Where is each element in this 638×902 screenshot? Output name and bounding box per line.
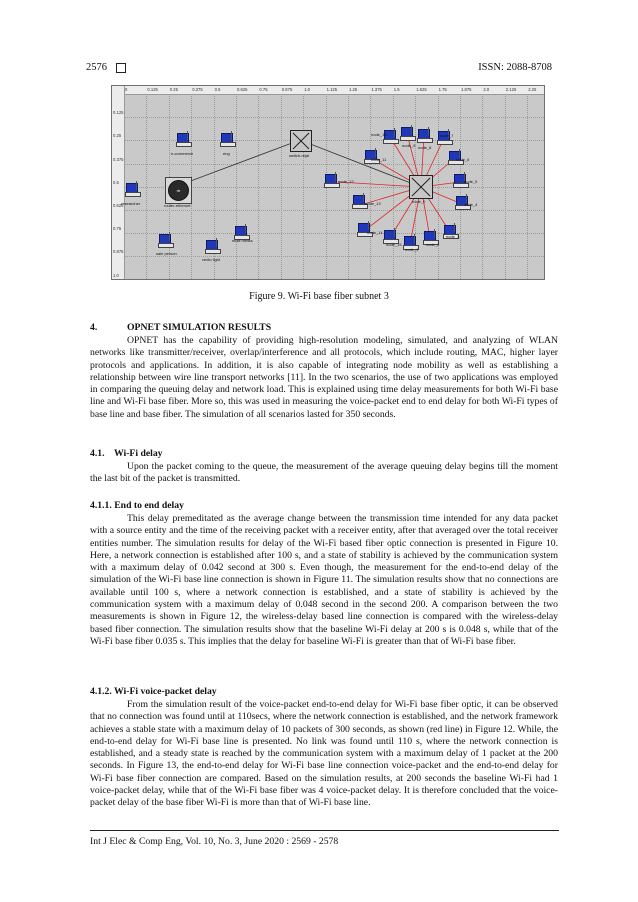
x-tick-label: 0.375 bbox=[192, 87, 203, 92]
node-9-label: node_9 bbox=[402, 143, 416, 148]
node-8-label: node_8 bbox=[418, 145, 432, 150]
y-tick-label: 0.375 bbox=[113, 156, 124, 162]
researcher-label: researcher bbox=[121, 201, 141, 206]
section-4-number: 4. bbox=[90, 322, 98, 333]
y-tick-label: 0.875 bbox=[113, 249, 124, 255]
node-13-label: node_13 bbox=[365, 201, 381, 206]
x-tick-label: 1.0 bbox=[304, 87, 311, 92]
checkbox-glyph-icon bbox=[116, 63, 126, 73]
ecommerce-label: e-commerce bbox=[171, 151, 194, 156]
video-light-node-icon[interactable] bbox=[205, 238, 221, 256]
x-tick-label: 0.75 bbox=[259, 87, 268, 92]
x-tick-label: 0.25 bbox=[169, 87, 178, 92]
x-tick-label: 0.125 bbox=[147, 87, 158, 92]
x-tick-label: 2.0 bbox=[483, 87, 490, 92]
page-header bbox=[72, 62, 566, 76]
x-tick-label: 0.5 bbox=[214, 87, 221, 92]
sale-person-label: sale person bbox=[156, 251, 177, 256]
y-tick-label: 0.75 bbox=[113, 226, 122, 232]
section-4-1-1-paragraph: This delay premeditated as the average change between the transmission time intended for any data packet with a source entity and the time of the receiving packet with a receiver entity, after that averaged over the total receiver entities number. The simulation results for delay of the Wi-Fi based fiber optic connection is presented in Figure 10. Here, a network connection is established after 100 s, and a state of stability is achieved by the communication system with a maximum delay of 0.042 second at 300 s. Even though, the measurement for the end-to-end delay of the simulation of the Wi-Fi base line connection is shown in Figure 11. The simulation results show that no connections are available until 100 s, where a network connection is established, and a state of stability is achieved by the communication system with a maximum delay of 0.048 second in the second 200. A comparison between the two measurements is shown in Figure 12, the wireless-delay based line connection is compared with the wireless-delay based fiber connection. The simulation results show that the baseline Wi-Fi delay at 200 s is 0.048 s, while that of the Wi-Fi base fiber 0.035 s. This implies that the delay for baseline Wi-Fi is greater than that of Wi-Fi base fiber. bbox=[90, 513, 558, 647]
section-4-1-1-heading: 4.1.1. End to end delay bbox=[90, 500, 184, 511]
sale-person-node-icon[interactable] bbox=[158, 232, 174, 250]
section-4-body bbox=[90, 335, 558, 421]
x-tick-label: 0.625 bbox=[237, 87, 248, 92]
figure-caption: Figure 9. Wi-Fi base fiber subnet 3 bbox=[249, 291, 389, 302]
section-4-1-2-paragraph: From the simulation result of the voice-packet end-to-end delay for Wi-Fi base fiber optic, it can be observed that no connection was found until at 110secs, where the network connection is established, and the network framework achieves a stable state with a maximum delay of 10 packets of 300 seconds, as shown (red line) in Figure 12. While, the end-to-end delay for Wi-Fi base line is presented. No link was found until 110 s, where the network connection is established, and a steady state is reached by the communication system with a maximum delay of 1 packet at the 200 seconds. In Figure 13, the end-to-end delay for Wi-Fi base line connection voice-packet and the end-to-end delay for Wi-Fi base fiber connection are compared. Based on the simulation results, at 200 seconds the baseline Wi-Fi had 1 voice-packet delay, while that of the Wi-Fi base fiber was 4 voice-packet delay. It is therefore concluded that the voice-packet delay of the base fiber Wi-Fi is more than that of Wi-Fi base line. bbox=[90, 699, 558, 809]
section-4-1-2-heading: 4.1.2. Wi-Fi voice-packet delay bbox=[90, 686, 217, 697]
y-tick-label: 0.125 bbox=[113, 110, 124, 116]
page-number: 2576 bbox=[86, 62, 107, 73]
node-6-label: node_6 bbox=[456, 157, 470, 162]
node-8-icon[interactable] bbox=[417, 127, 433, 145]
footer-citation: Int J Elec & Comp Eng, Vol. 10, No. 3, June 2020 : 2569 - 2578 bbox=[90, 836, 339, 847]
node-7-label: node_7 bbox=[440, 133, 454, 138]
node-5-label: node_5 bbox=[464, 179, 478, 184]
x-tick-label: 2.25 bbox=[528, 87, 537, 92]
node-12-label: node_12 bbox=[338, 179, 354, 184]
x-tick-label: 1.625 bbox=[416, 87, 427, 92]
footer-rule bbox=[90, 830, 559, 831]
ecommerce-node-icon[interactable] bbox=[176, 131, 192, 149]
x-tick-label: 1.25 bbox=[349, 87, 358, 92]
hub-label: node_0 bbox=[412, 199, 426, 204]
switch-label: switch-rejal bbox=[289, 153, 310, 158]
section-4-1-body bbox=[90, 461, 558, 486]
node-7-icon[interactable] bbox=[437, 129, 453, 147]
section-4-1-heading bbox=[90, 448, 558, 459]
section-4-1-title: Wi-Fi delay bbox=[114, 448, 163, 459]
hub-switch-icon[interactable] bbox=[409, 175, 433, 199]
x-tick-label: 1.125 bbox=[326, 87, 338, 92]
eng-node-icon[interactable] bbox=[220, 131, 236, 149]
multi-media-label: multi media bbox=[232, 238, 253, 243]
video-light-label: vedio light bbox=[202, 257, 221, 262]
section-4-paragraph: OPNET has the capability of providing high-resolution modeling, simulated, and analyzing of WLAN networks like transmitter/receiver, overlap/interference and all protocols, which include routing, MAC, higher layer protocols and applications. In addition, it is also capable of integrating node mobility as well as establishing a relationship between wire line transport networks [11]. In the two scenarios, the use of two applications was employed in comparing the queuing delay and network load. This is explained using time delay measurements for both Wi-Fi base line and Wi-Fi base fiber. More so, this was used in measuring the voice-packet end to end delay for both Wi-Fi types of base line and base fiber. The simulation of all scenarios lasted for 350 seconds. bbox=[90, 335, 558, 420]
section-4-1-1-body bbox=[90, 513, 558, 648]
y-tick-label: 1.0 bbox=[113, 272, 119, 278]
router-label: router-ethernet bbox=[164, 203, 191, 208]
y-tick-label: 0.5 bbox=[113, 179, 119, 185]
x-tick-label: 2.125 bbox=[505, 87, 517, 92]
section-4-title: OPNET SIMULATION RESULTS bbox=[127, 322, 272, 333]
link-switch-router bbox=[188, 140, 300, 182]
journal-issn: ISSN: 2088-8708 bbox=[478, 62, 552, 73]
node-10-label: node_10 bbox=[371, 132, 387, 137]
node-4-label: node_4 bbox=[464, 202, 478, 207]
section-4-1-2-body bbox=[90, 699, 558, 810]
node-14-label: node_14 bbox=[367, 230, 383, 235]
router-icon[interactable]: rtr bbox=[168, 180, 189, 201]
x-tick-label: 0 bbox=[125, 87, 128, 92]
researcher-node-icon[interactable] bbox=[125, 181, 141, 199]
x-tick-label: 0.875 bbox=[281, 87, 293, 92]
switch-icon[interactable] bbox=[290, 130, 312, 152]
node-10-icon[interactable] bbox=[383, 128, 399, 146]
y-tick-label: 0.625 bbox=[113, 203, 124, 208]
node-2-label: node_2 bbox=[426, 242, 440, 247]
x-tick-label: 1.875 bbox=[461, 87, 472, 92]
x-tick-label: 1.75 bbox=[438, 87, 447, 92]
node-11-label: node_11 bbox=[371, 157, 387, 162]
x-tick-label: 1.375 bbox=[371, 87, 382, 92]
node-3-label: node_3 bbox=[446, 234, 460, 239]
y-tick-label: 0.25 bbox=[113, 133, 122, 139]
section-4-heading bbox=[90, 322, 558, 333]
node-15-label: node_15 bbox=[386, 242, 402, 247]
section-4-1-paragraph: Upon the packet coming to the queue, the measurement of the average queuing delay begins till the moment the last bit of the packet is transmitted. bbox=[90, 461, 558, 485]
section-4-1-number: 4.1. bbox=[90, 448, 105, 459]
eng-label: eng bbox=[223, 151, 230, 156]
node-1-label: node_1 bbox=[405, 247, 419, 252]
x-tick-label: 1.5 bbox=[393, 87, 400, 92]
node-9-icon[interactable] bbox=[400, 125, 416, 143]
network-diagram-figure bbox=[111, 85, 545, 280]
